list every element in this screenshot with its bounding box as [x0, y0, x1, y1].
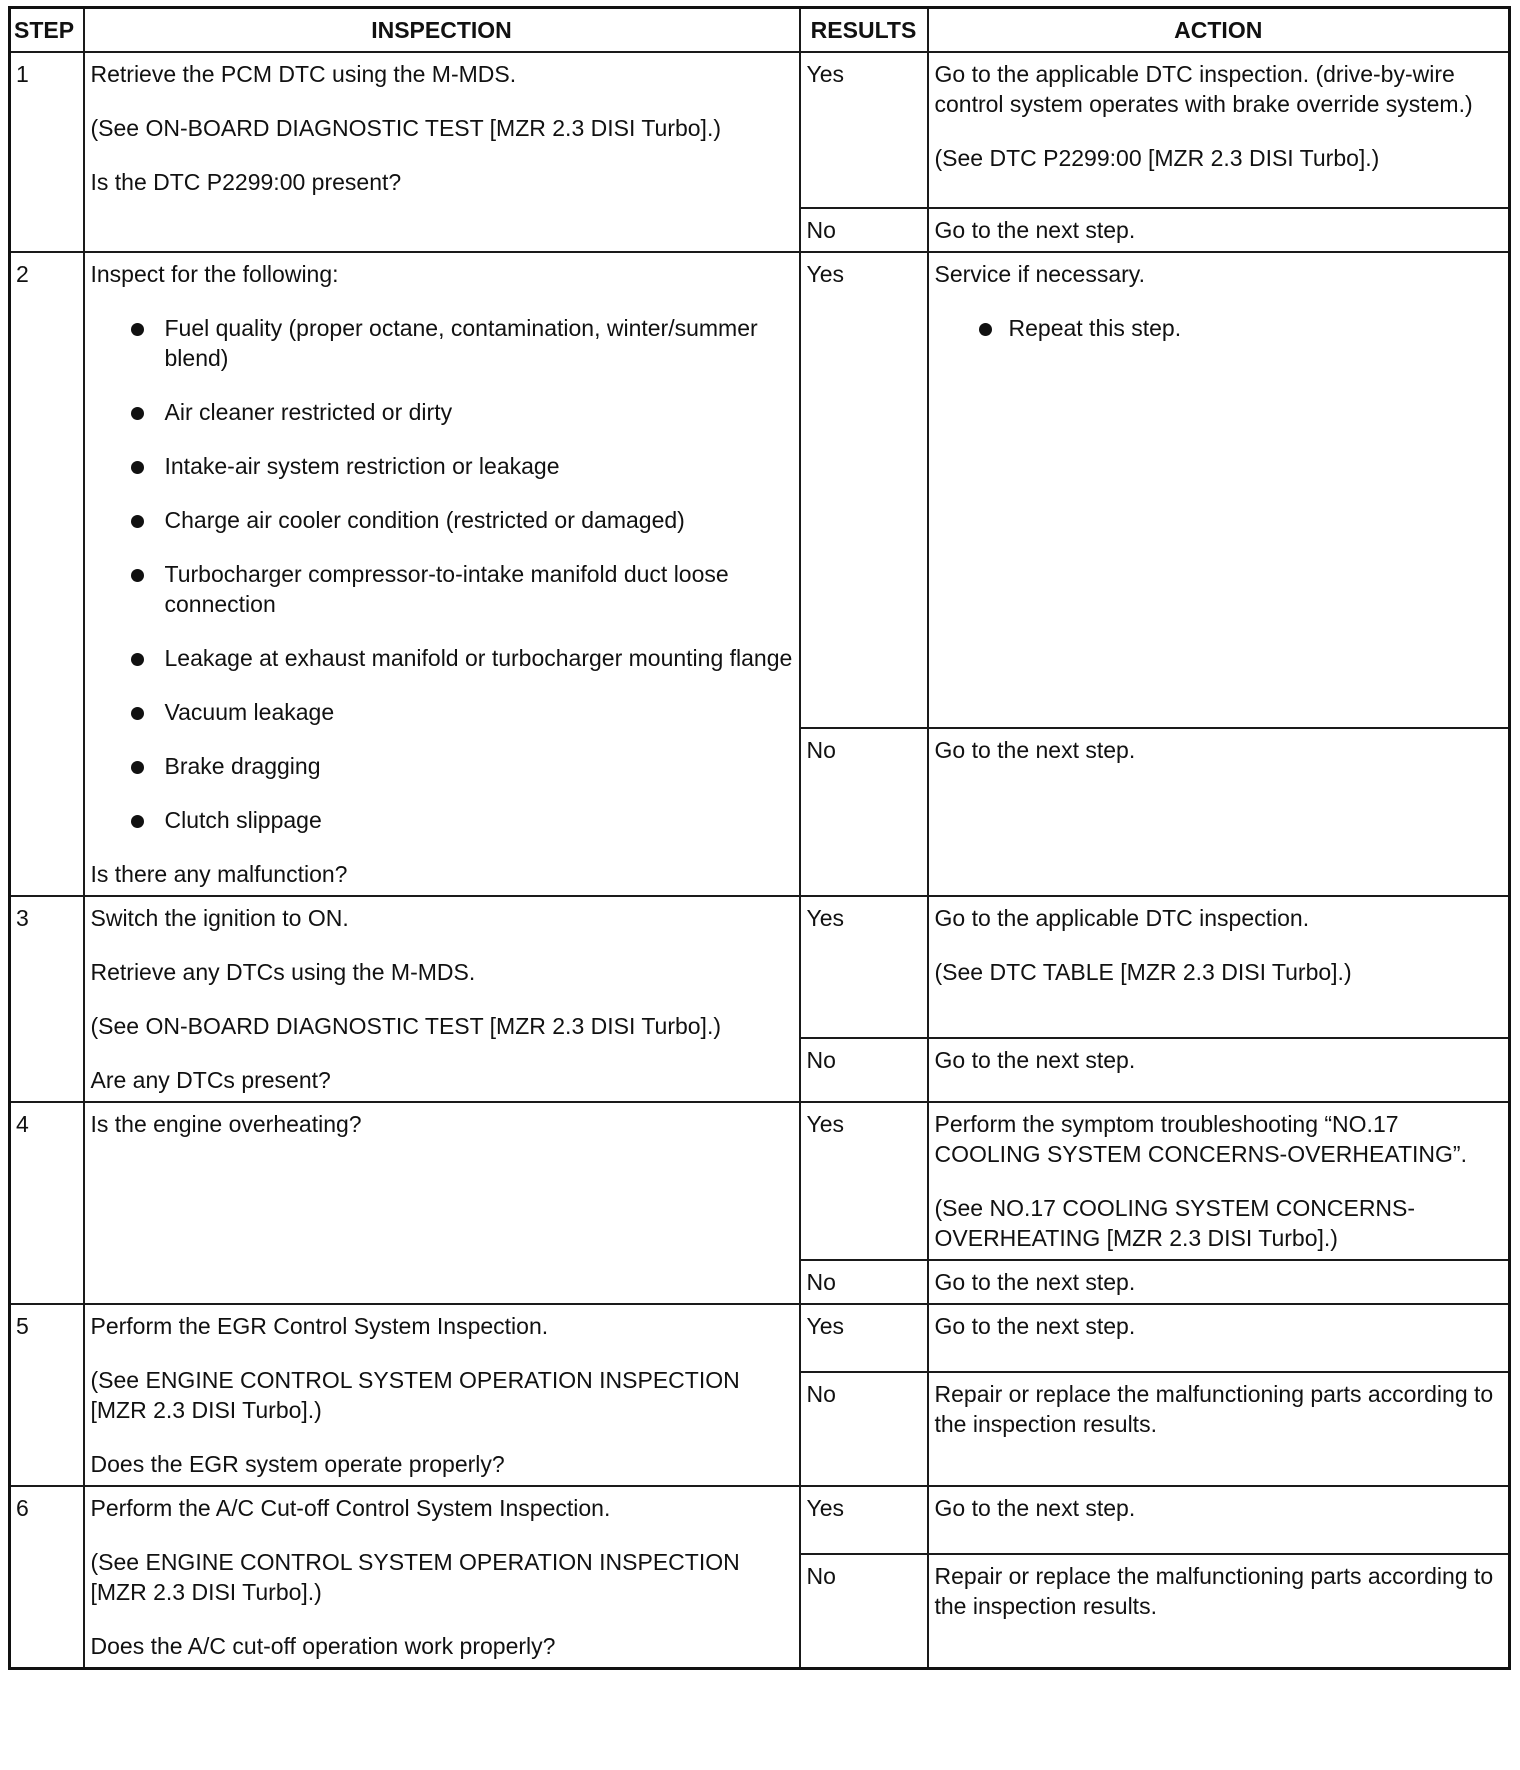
action-no: Repair or replace the malfunctioning parts according to the inspection results. — [928, 1554, 1510, 1669]
step-inspection — [84, 1102, 800, 1304]
diagnostic-table — [8, 6, 1511, 1670]
list-item: Clutch slippage — [91, 805, 793, 835]
result-yes: Yes — [800, 52, 928, 208]
bullet-dot-icon — [131, 815, 144, 828]
inspection-text: Perform the A/C Cut-off Control System Inspection. — [90, 1495, 611, 1521]
action-no: Go to the next step. — [928, 1038, 1510, 1102]
bullet-dot-icon — [131, 323, 144, 336]
bullet-dot-icon — [131, 653, 144, 666]
step-number: 2 — [10, 252, 84, 896]
action-yes — [928, 52, 1510, 208]
step-number: 4 — [10, 1102, 84, 1304]
inspection-column-header: INSPECTION — [84, 8, 800, 53]
inspection-text: Retrieve any DTCs using the M-MDS. — [90, 959, 476, 985]
inspection-text: Inspect for the following: — [90, 261, 339, 287]
bullet-dot-icon — [131, 569, 144, 582]
action-yes — [928, 252, 1510, 728]
results-column-header: RESULTS — [800, 8, 928, 53]
action-no: Repair or replace the malfunctioning parts according to the inspection results. — [928, 1372, 1510, 1486]
list-item: Charge air cooler condition (restricted or damaged) — [91, 505, 793, 535]
result-yes: Yes — [800, 1304, 928, 1372]
step-inspection — [84, 252, 800, 896]
step-number: 5 — [10, 1304, 84, 1486]
action-yes: Go to the next step. — [928, 1486, 1510, 1554]
inspection-reference: (See ON-BOARD DIAGNOSTIC TEST [MZR 2.3 DISI Turbo].) — [90, 1013, 722, 1039]
action-reference: (See DTC TABLE [MZR 2.3 DISI Turbo].) — [934, 959, 1352, 985]
action-text: Go to the applicable DTC inspection. — [934, 905, 1310, 931]
step-number: 1 — [10, 52, 84, 252]
step-1-row-yes — [10, 52, 1510, 208]
inspection-question: Is the engine overheating? — [90, 1111, 362, 1137]
inspection-question: Are any DTCs present? — [90, 1067, 331, 1093]
result-no: No — [800, 1260, 928, 1304]
list-item: Vacuum leakage — [91, 697, 793, 727]
bullet-dot-icon — [131, 407, 144, 420]
step-2-row-yes — [10, 252, 1510, 728]
bullet-dot-icon — [131, 515, 144, 528]
step-6-row-yes — [10, 1486, 1510, 1554]
bullet-dot-icon — [131, 461, 144, 474]
result-yes: Yes — [800, 1486, 928, 1554]
list-item: Leakage at exhaust manifold or turbocharger mounting flange — [91, 643, 793, 673]
inspection-text: Retrieve the PCM DTC using the M-MDS. — [90, 61, 517, 87]
bullet-dot-icon — [979, 323, 992, 336]
action-column-header: ACTION — [928, 8, 1510, 53]
action-yes — [928, 1102, 1510, 1260]
diagnostic-procedure-sheet — [8, 6, 1511, 1670]
action-checklist — [935, 313, 1503, 343]
action-no: Go to the next step. — [928, 208, 1510, 252]
step-4-row-yes — [10, 1102, 1510, 1260]
inspection-reference: (See ENGINE CONTROL SYSTEM OPERATION INSPECTION [MZR 2.3 DISI Turbo].) — [90, 1549, 740, 1605]
list-item: Intake-air system restriction or leakage — [91, 451, 793, 481]
step-5-row-yes — [10, 1304, 1510, 1372]
action-text: Service if necessary. — [934, 261, 1145, 287]
list-item: Turbocharger compressor-to-intake manifold duct loose connection — [91, 559, 793, 619]
inspection-question: Does the A/C cut-off operation work properly? — [90, 1633, 556, 1659]
result-yes: Yes — [800, 1102, 928, 1260]
bullet-dot-icon — [131, 761, 144, 774]
result-no: No — [800, 208, 928, 252]
inspection-question: Is the DTC P2299:00 present? — [90, 169, 402, 195]
action-text: Go to the applicable DTC inspection. (drive-by-wire control system operates with brake override system.) — [934, 61, 1473, 117]
inspection-reference: (See ON-BOARD DIAGNOSTIC TEST [MZR 2.3 DISI Turbo].) — [90, 115, 722, 141]
step-number: 6 — [10, 1486, 84, 1669]
step-3-row-yes — [10, 896, 1510, 1038]
step-inspection — [84, 1486, 800, 1669]
header-row — [10, 8, 1510, 53]
step-inspection — [84, 896, 800, 1102]
result-yes: Yes — [800, 896, 928, 1038]
step-number: 3 — [10, 896, 84, 1102]
action-reference: (See DTC P2299:00 [MZR 2.3 DISI Turbo].) — [934, 145, 1380, 171]
bullet-dot-icon — [131, 707, 144, 720]
list-item: Fuel quality (proper octane, contamination, winter/summer blend) — [91, 313, 793, 373]
inspection-text: Perform the EGR Control System Inspection. — [90, 1313, 549, 1339]
result-no: No — [800, 1554, 928, 1669]
action-no: Go to the next step. — [928, 728, 1510, 896]
step-column-header: STEP — [10, 8, 84, 53]
result-no: No — [800, 1038, 928, 1102]
result-no: No — [800, 1372, 928, 1486]
inspection-checklist — [91, 313, 793, 835]
step-inspection — [84, 52, 800, 252]
list-item: Air cleaner restricted or dirty — [91, 397, 793, 427]
list-item: Brake dragging — [91, 751, 793, 781]
action-no: Go to the next step. — [928, 1260, 1510, 1304]
inspection-question: Does the EGR system operate properly? — [90, 1451, 505, 1477]
result-no: No — [800, 728, 928, 896]
list-item: Repeat this step. — [935, 313, 1503, 343]
inspection-question: Is there any malfunction? — [90, 861, 348, 887]
result-yes: Yes — [800, 252, 928, 728]
step-inspection — [84, 1304, 800, 1486]
inspection-text: Switch the ignition to ON. — [90, 905, 349, 931]
action-yes — [928, 896, 1510, 1038]
inspection-reference: (See ENGINE CONTROL SYSTEM OPERATION INSPECTION [MZR 2.3 DISI Turbo].) — [90, 1367, 740, 1423]
action-yes: Go to the next step. — [928, 1304, 1510, 1372]
action-reference: (See NO.17 COOLING SYSTEM CONCERNS-OVERHEATING [MZR 2.3 DISI Turbo].) — [934, 1195, 1416, 1251]
action-text: Perform the symptom troubleshooting “NO.17 COOLING SYSTEM CONCERNS-OVERHEATING”. — [934, 1111, 1467, 1167]
